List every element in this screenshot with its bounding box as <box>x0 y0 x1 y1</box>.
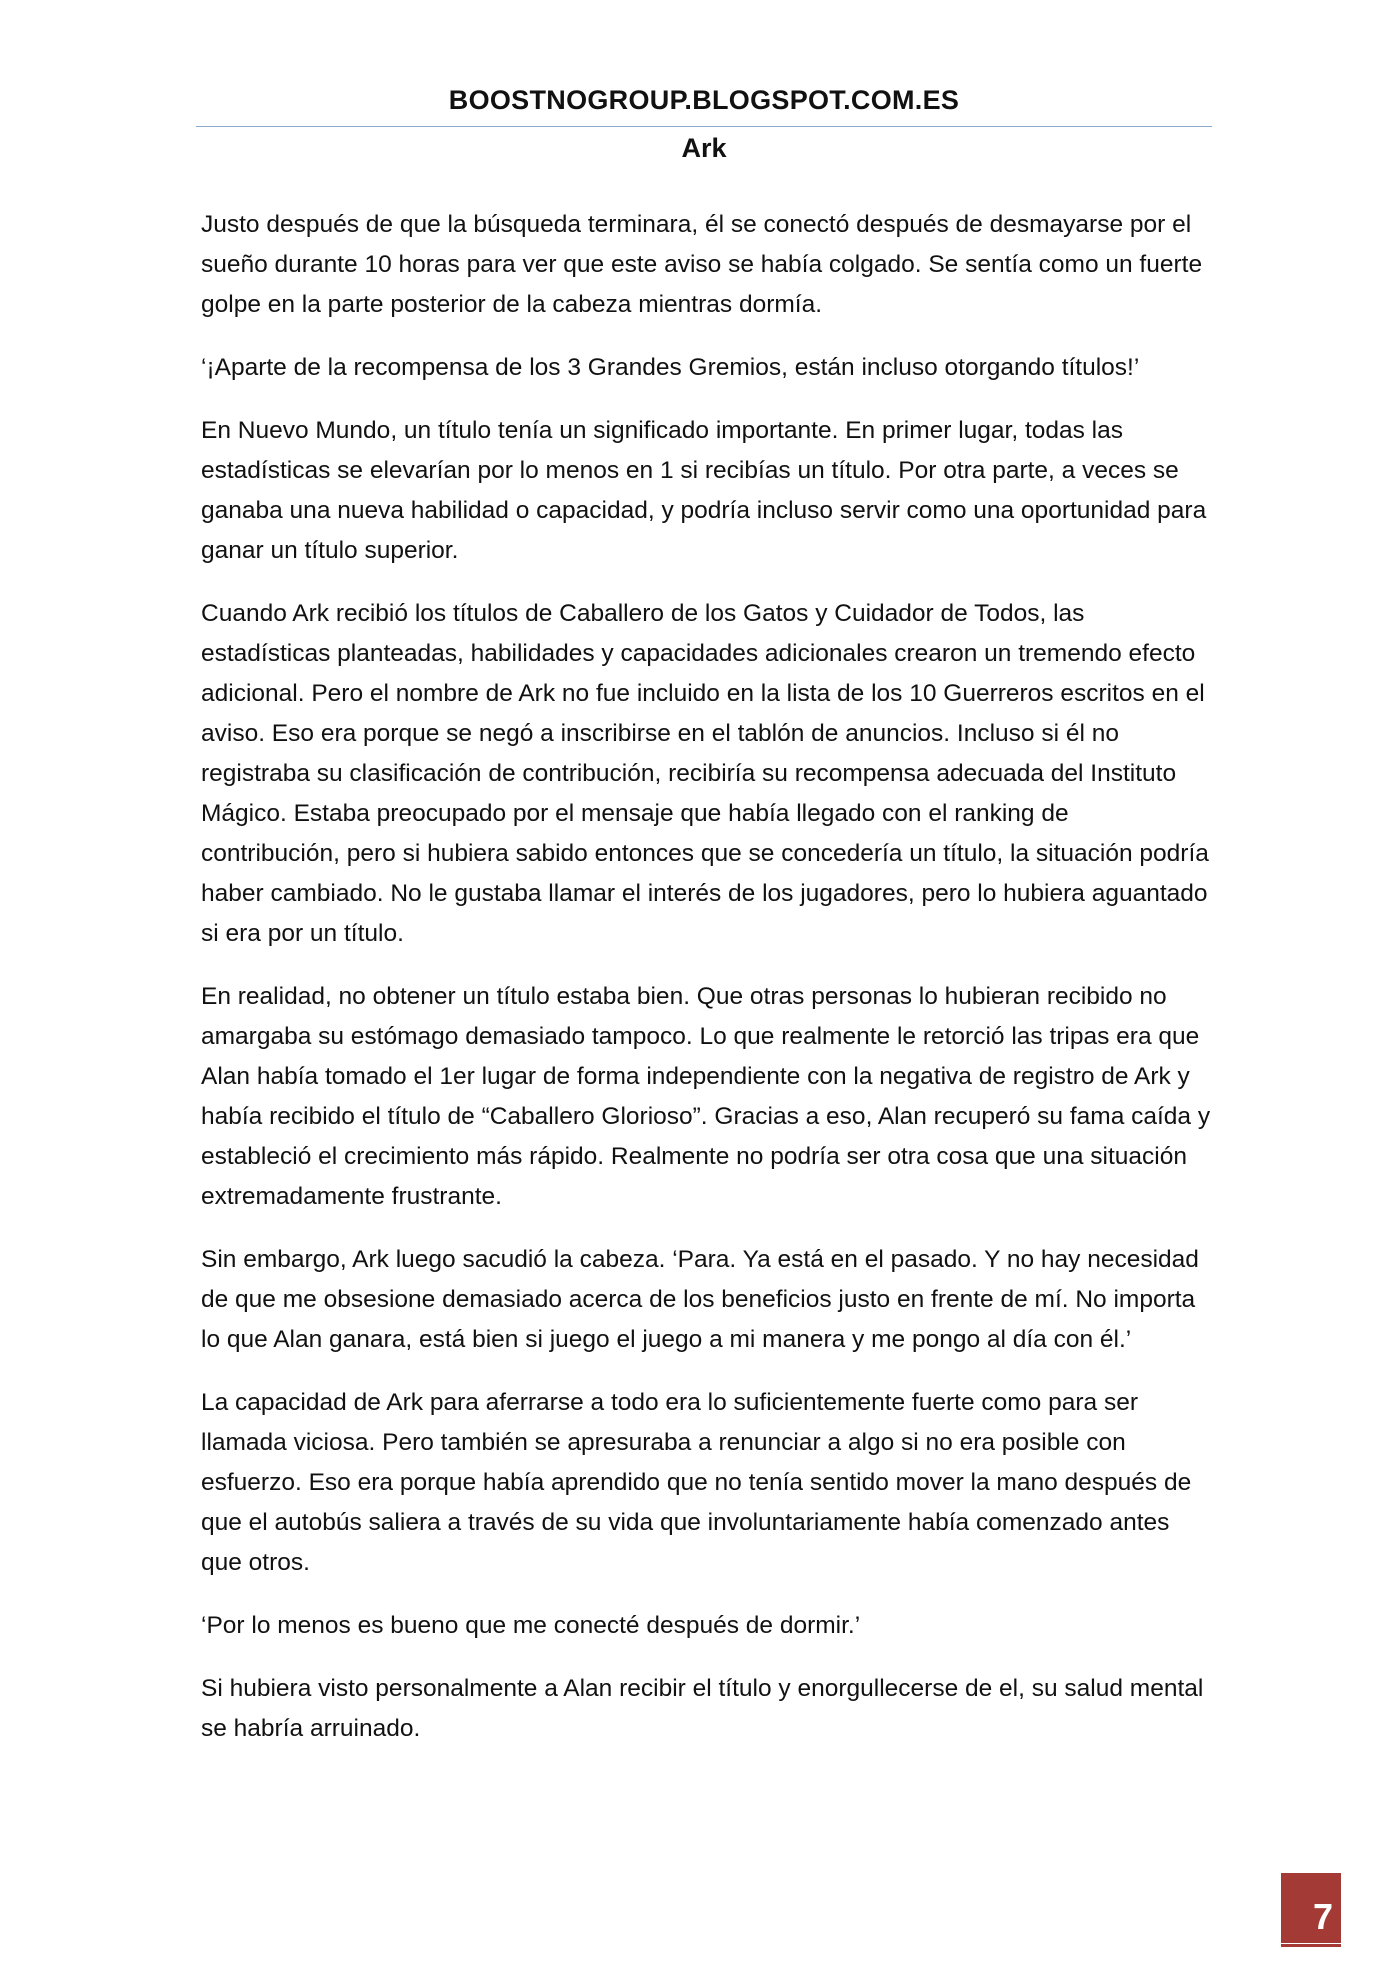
paragraph: Sin embargo, Ark luego sacudió la cabeza. ‘Para. Ya está en el pasado. Y no hay necesidad de que me obsesione demasiado acerca de los beneficios justo en frente de mí. No importa lo que Alan ganara, está bien si juego el juego a mi manera y me pongo al día con él.’ <box>201 1246 1199 1353</box>
paragraph: ‘¡Aparte de la recompensa de los 3 Grandes Gremios, están incluso otorgando títulos!’ <box>201 354 1140 381</box>
paragraph: ‘Por lo menos es bueno que me conecté después de dormir.’ <box>201 1612 861 1639</box>
paragraph: La capacidad de Ark para aferrarse a todo era lo suficientemente fuerte como para ser llamada viciosa. Pero también se apresuraba a renunciar a algo si no era posible con esfuerzo. Eso era porque había aprendido que no tenía sentido mover la mano después de que el autobús saliera a través de su vida que involuntariamente había comenzado antes que otros. <box>201 1389 1192 1576</box>
page-number-badge <box>1281 1873 1341 1943</box>
paragraph: Justo después de que la búsqueda terminara, él se conectó después de desmayarse por el sueño durante 10 horas para ver que este aviso se había colgado. Se sentía como un fuerte golpe en la parte posterior de la cabeza mientras dormía. <box>201 211 1203 318</box>
chapter-title: Ark <box>681 133 727 163</box>
page-number-underline <box>1281 1944 1341 1947</box>
page-number: 7 <box>1312 1896 1333 1937</box>
site-title: BOOSTNOGROUP.BLOGSPOT.COM.ES <box>448 85 960 115</box>
paragraph: En realidad, no obtener un título estaba bien. Que otras personas lo hubieran recibido no amargaba su estómago demasiado tampoco. Lo que realmente le retorció las tripas era que Alan había tomado el 1er lugar de forma independiente con la negativa de registro de Ark y había recibido el título de “Caballero Glorioso”. Gracias a eso, Alan recuperó su fama caída y estableció el crecimiento más rápido. Realmente no podría ser otra cosa que una situación extremadamente frustrante. <box>201 983 1211 1210</box>
paragraph: Si hubiera visto personalmente a Alan recibir el título y enorgullecerse de el, su salud mental se habría arruinado. <box>201 1675 1204 1742</box>
document-body <box>201 205 1211 1772</box>
header-divider <box>196 126 1212 127</box>
page-header <box>196 82 1212 118</box>
paragraph: Cuando Ark recibió los títulos de Caballero de los Gatos y Cuidador de Todos, las estadísticas planteadas, habilidades y capacidades adicionales crearon un tremendo efecto adicional. Pero el nombre de Ark no fue incluido en la lista de los 10 Guerreros escritos en el aviso. Eso era porque se negó a inscribirse en el tablón de anuncios. Incluso si él no registraba su clasificación de contribución, recibiría su recompensa adecuada del Instituto Mágico. Estaba preocupado por el mensaje que había llegado con el ranking de contribución, pero si hubiera sabido entonces que se concedería un título, la situación podría haber cambiado. No le gustaba llamar el interés de los jugadores, pero lo hubiera aguantado si era por un título. <box>201 600 1209 947</box>
paragraph: En Nuevo Mundo, un título tenía un significado importante. En primer lugar, todas las estadísticas se elevarían por lo menos en 1 si recibías un título. Por otra parte, a veces se ganaba una nueva habilidad o capacidad, y podría incluso servir como una oportunidad para ganar un título superior. <box>201 417 1207 564</box>
